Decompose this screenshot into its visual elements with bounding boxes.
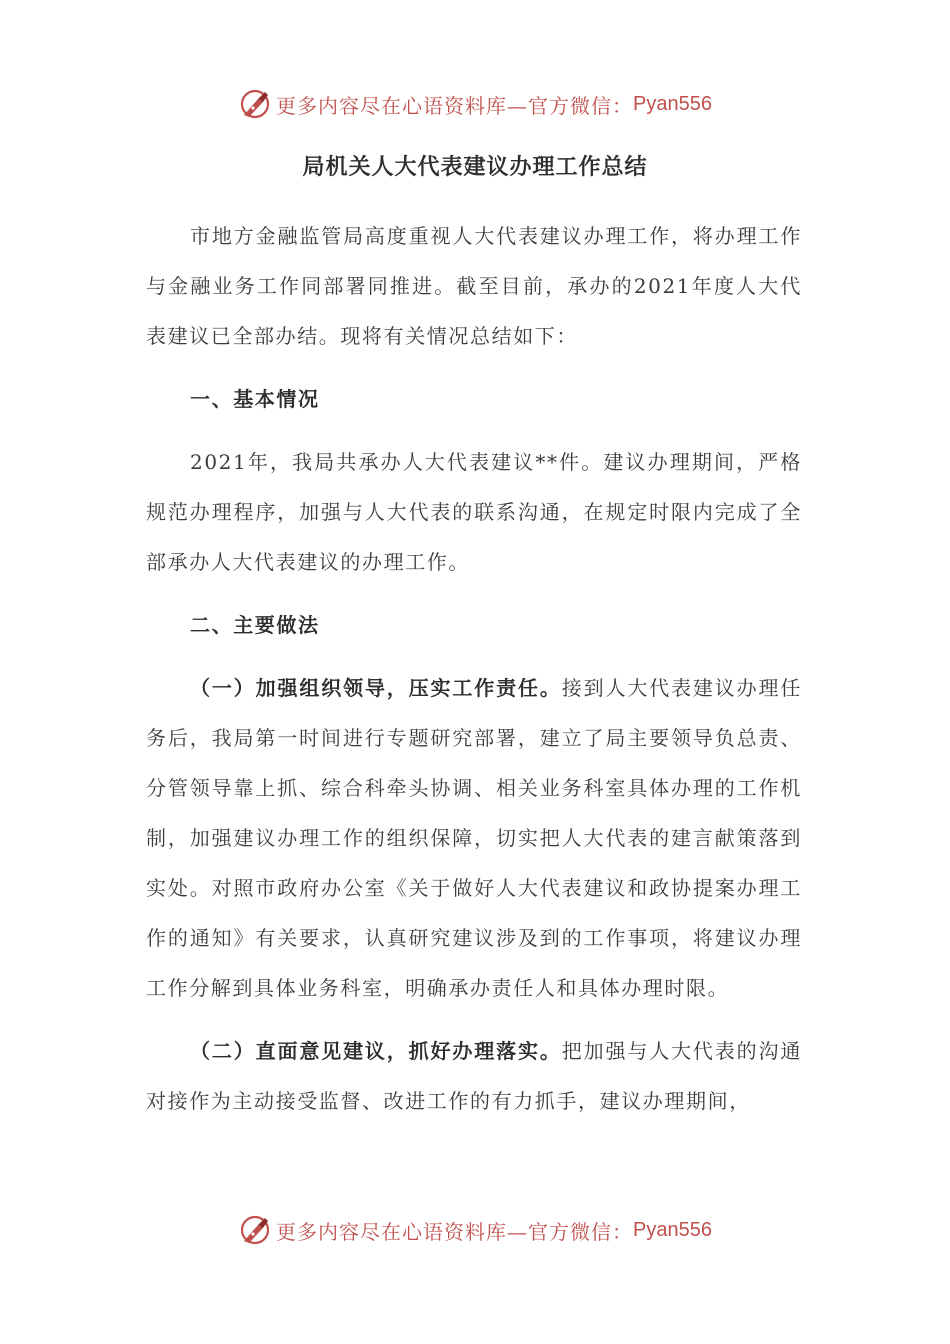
document-body (146, 211, 802, 1126)
header-watermark-banner (0, 82, 950, 126)
banner-wechat-id: Pyan556 (633, 1218, 712, 1241)
section-paragraph: 2021年，我局共承办人大代表建议**件。建议办理期间，严格规范办理程序，加强与人大代表的联系沟通，在规定时限内完成了全部承办人大代表建议的办理工作。 (146, 450, 802, 574)
intro-paragraph: 市地方金融监管局高度重视人大代表建议办理工作，将办理工作与金融业务工作同部署同推进。截至目前，承办的2021年度人大代表建议已全部办结。现将有关情况总结如下： (146, 224, 802, 348)
subsection-body: 接到人大代表建议办理任务后，我局第一时间进行专题研究部署，建立了局主要领导负总责、分管领导靠上抓、综合科牵头协调、相关业务科室具体办理的工作机制，加强建议办理工作的组织保障，切实把人大代表的建言献策落到实处。对照市政府办公室《关于做好人大代表建议和政协提案办理工作的通知》有关要求，认真研究建议涉及到的工作事项，将建议办理工作分解到具体业务科室，明确承办责任人和具体办理时限。 (146, 676, 802, 1000)
subsection-paragraph (146, 1026, 802, 1126)
banner-text: 更多内容尽在心语资料库—官方微信： (276, 93, 634, 118)
pen-nib-circle-logo-icon (238, 1213, 272, 1247)
subsection-lead: （二）直面意见建议，抓好办理落实。 (190, 1039, 562, 1063)
subsection-body: 把加强与人大代表的沟通对接作为主动接受监督、改进工作的有力抓手，建议办理期间， (146, 1039, 802, 1113)
subsection-lead: （一）加强组织领导，压实工作责任。 (190, 676, 562, 700)
banner-text: 更多内容尽在心语资料库—官方微信： (276, 1219, 634, 1244)
subsection-paragraph (146, 663, 802, 1013)
banner-wechat-id: Pyan556 (633, 92, 712, 115)
section-heading: 二、主要做法 (190, 613, 320, 637)
pen-nib-circle-logo-icon (238, 87, 272, 121)
footer-watermark-banner (0, 1208, 950, 1252)
section-heading: 一、基本情况 (190, 387, 320, 411)
document-title: 局机关人大代表建议办理工作总结 (302, 154, 648, 180)
